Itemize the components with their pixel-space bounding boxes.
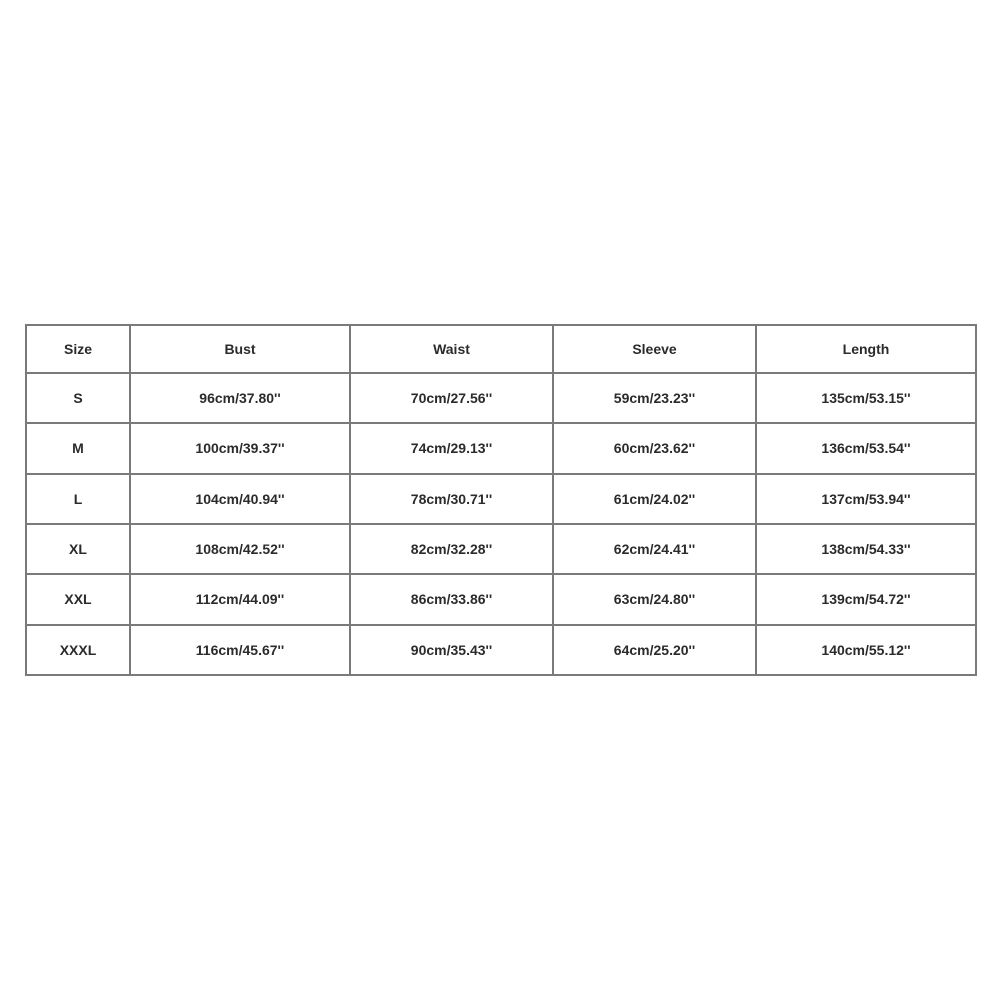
header-size: Size: [26, 325, 130, 373]
size-cell: S: [26, 373, 130, 423]
sleeve-cell: 60cm/23.62'': [553, 423, 756, 473]
size-cell: M: [26, 423, 130, 473]
header-length: Length: [756, 325, 976, 373]
length-cell: 138cm/54.33'': [756, 524, 976, 574]
table-row: [26, 574, 976, 624]
header-sleeve: Sleeve: [553, 325, 756, 373]
bust-cell: 108cm/42.52'': [130, 524, 350, 574]
waist-cell: 86cm/33.86'': [350, 574, 553, 624]
waist-cell: 74cm/29.13'': [350, 423, 553, 473]
bust-cell: 100cm/39.37'': [130, 423, 350, 473]
sleeve-cell: 64cm/25.20'': [553, 625, 756, 675]
header-bust: Bust: [130, 325, 350, 373]
size-cell: XL: [26, 524, 130, 574]
length-cell: 136cm/53.54'': [756, 423, 976, 473]
waist-cell: 78cm/30.71'': [350, 474, 553, 524]
table-row: [26, 373, 976, 423]
length-cell: 137cm/53.94'': [756, 474, 976, 524]
table-row: [26, 474, 976, 524]
size-chart-table: [25, 324, 977, 676]
table-row: [26, 625, 976, 675]
size-cell: L: [26, 474, 130, 524]
length-cell: 139cm/54.72'': [756, 574, 976, 624]
table-header-row: [26, 325, 976, 373]
size-cell: XXXL: [26, 625, 130, 675]
table-row: [26, 524, 976, 574]
bust-cell: 104cm/40.94'': [130, 474, 350, 524]
sleeve-cell: 62cm/24.41'': [553, 524, 756, 574]
header-waist: Waist: [350, 325, 553, 373]
bust-cell: 116cm/45.67'': [130, 625, 350, 675]
length-cell: 140cm/55.12'': [756, 625, 976, 675]
table-row: [26, 423, 976, 473]
size-cell: XXL: [26, 574, 130, 624]
sleeve-cell: 61cm/24.02'': [553, 474, 756, 524]
waist-cell: 70cm/27.56'': [350, 373, 553, 423]
waist-cell: 82cm/32.28'': [350, 524, 553, 574]
waist-cell: 90cm/35.43'': [350, 625, 553, 675]
sleeve-cell: 63cm/24.80'': [553, 574, 756, 624]
bust-cell: 112cm/44.09'': [130, 574, 350, 624]
sleeve-cell: 59cm/23.23'': [553, 373, 756, 423]
bust-cell: 96cm/37.80'': [130, 373, 350, 423]
length-cell: 135cm/53.15'': [756, 373, 976, 423]
